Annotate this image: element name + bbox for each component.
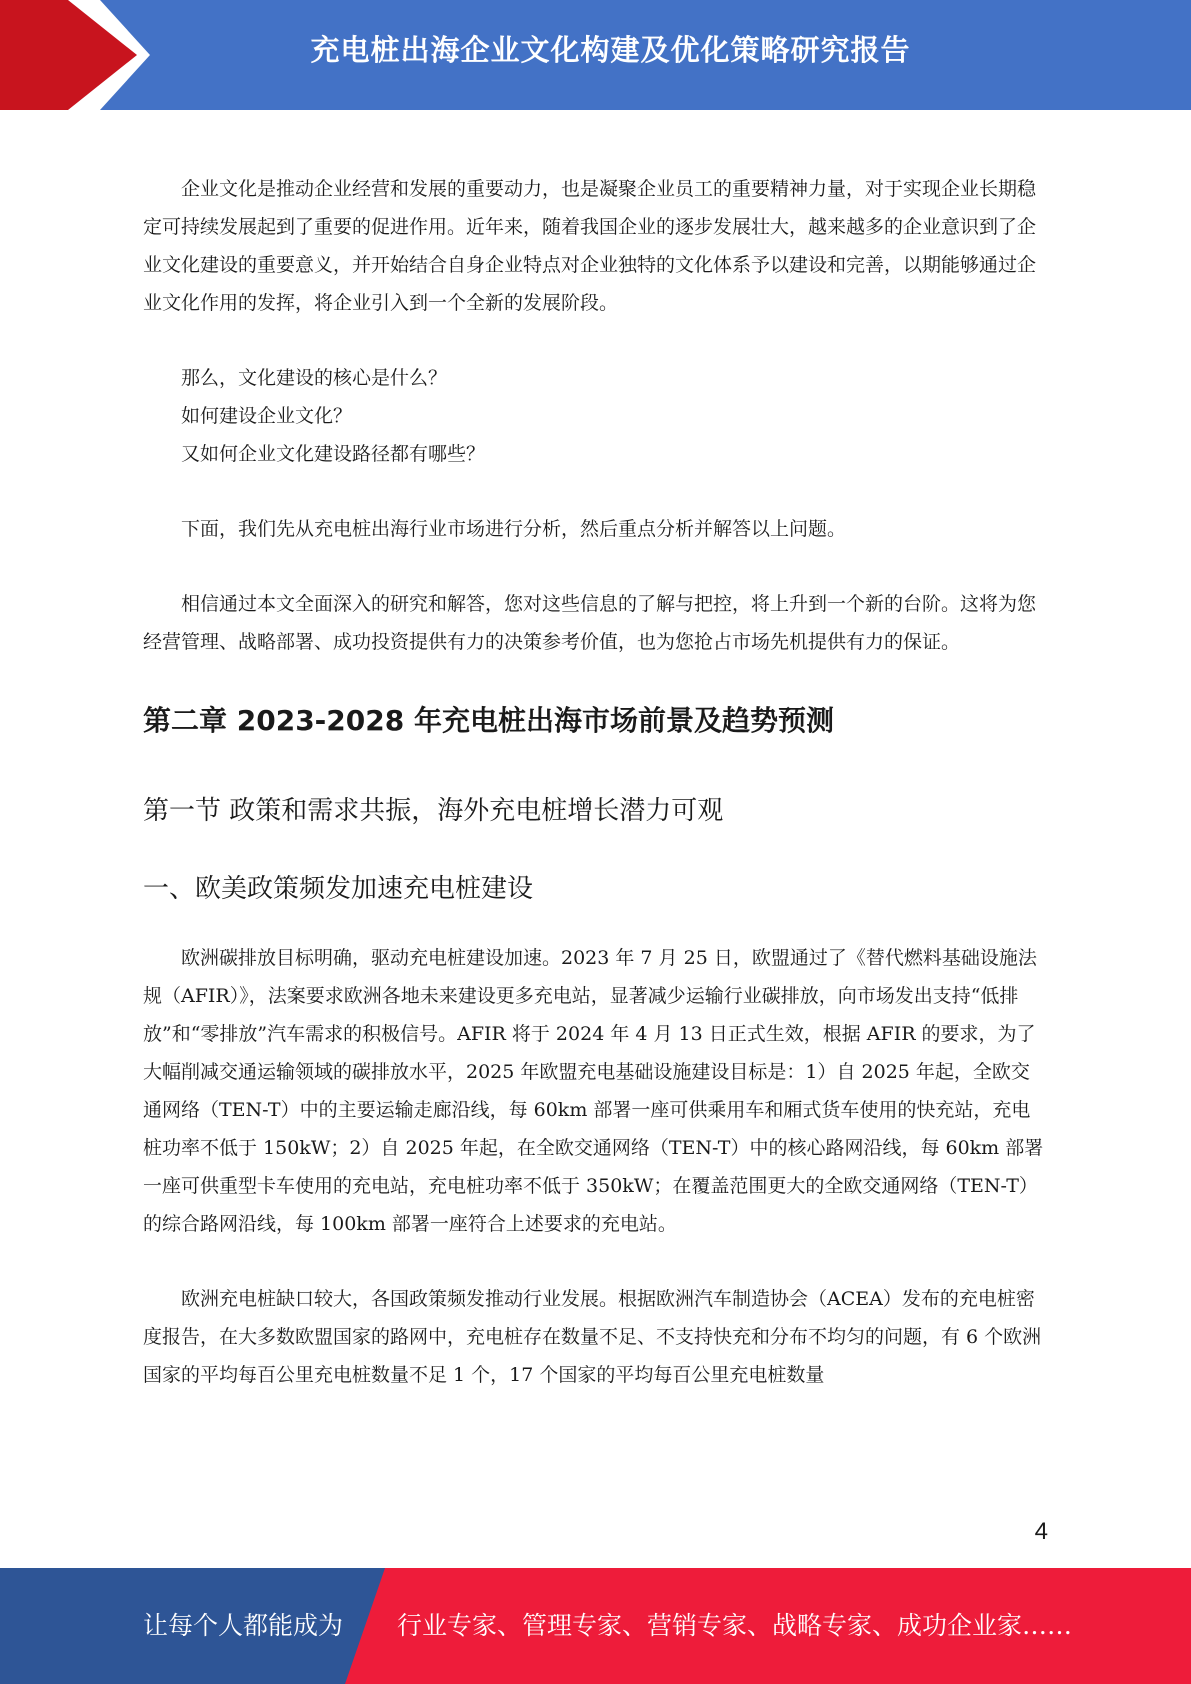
footer-slogan-right: 行业专家、管理专家、营销专家、战略专家、成功企业家……: [397, 1611, 1073, 1640]
intro-paragraph-3: 相信通过本文全面深入的研究和解答，您对这些信息的了解与把控，将上升到一个新的台阶。这将为您经营管理、战略部署、成功投资提供有力的决策参考价值，也为您抢占市场先机提供有力的保证。: [143, 593, 1037, 653]
intro-question-3: 又如何企业文化建设路径都有哪些？: [181, 443, 486, 465]
section-heading: 第一节 政策和需求共振，海外充电桩增长潜力可观: [143, 796, 724, 826]
intro-question-2: 如何建设企业文化？: [181, 405, 353, 427]
page-number: 4: [1034, 1518, 1048, 1545]
body-paragraph-2: 欧洲充电桩缺口较大，各国政策频发推动行业发展。根据欧洲汽车制造协会（ACEA）发布的充电桩密度报告，在大多数欧盟国家的路网中，充电桩存在数量不足、不支持快充和分布不均匀的问题，有 6 个欧洲国家的平均每百公里充电桩数量不足 1 个，17 个国家的平均每百公里充电桩数量: [143, 1288, 1042, 1386]
intro-question-1: 那么，文化建设的核心是什么？: [181, 367, 448, 389]
body-paragraph-1: 欧洲碳排放目标明确，驱动充电桩建设加速。2023 年 7 月 25 日，欧盟通过了《替代燃料基础设施法规（AFIR）》，法案要求欧洲各地未来建设更多充电站，显著减少运输行业碳排放，向市场发出支持“低排放”和“零排放”汽车需求的积极信号。AFIR 将于 2024 年 4 月 13 日正式生效，根据 AFIR 的要求，为了大幅削减交通运输领域的碳排放水平，2025 年欧盟充电基础设施建设目标是：1）自 2025 年起，全欧交通网络（TEN-T）中的主要运输走廊沿线，每 60km 部署一座可供乘用车和厢式货车使用的快充站，充电桩功率不低于 150kW；2）自 2025 年起，在全欧交通网络（TEN-T）中的核心路网沿线，每 60km 部署一座可供重型卡车使用的充电站，充电桩功率不低于 350kW；在覆盖范围更大的全欧交通网络（TEN-T）的综合路网沿线，每 100km 部署一座符合上述要求的充电站。: [143, 947, 1044, 1235]
chapter-heading: 第二章 2023-2028 年充电桩出海市场前景及趋势预测: [143, 704, 834, 737]
document-body: [143, 170, 1048, 1394]
intro-paragraph-2: 下面，我们先从充电桩出海行业市场进行分析，然后重点分析并解答以上问题。: [181, 518, 847, 540]
subsection-heading: 一、欧美政策频发加速充电桩建设: [143, 874, 534, 904]
footer-slogan-left: 让每个人都能成为: [143, 1611, 344, 1640]
header-title: 充电桩出海企业文化构建及优化策略研究报告: [310, 33, 911, 67]
page-footer: [0, 1568, 1191, 1684]
intro-paragraph-1: 企业文化是推动企业经营和发展的重要动力，也是凝聚企业员工的重要精神力量，对于实现企业长期稳定可持续发展起到了重要的促进作用。近年来，随着我国企业的逐步发展壮大，越来越多的企业意识到了企业文化建设的重要意义，并开始结合自身企业特点对企业独特的文化体系予以建设和完善，以期能够通过企业文化作用的发挥，将企业引入到一个全新的发展阶段。: [143, 178, 1037, 314]
page-header: [0, 0, 1191, 110]
